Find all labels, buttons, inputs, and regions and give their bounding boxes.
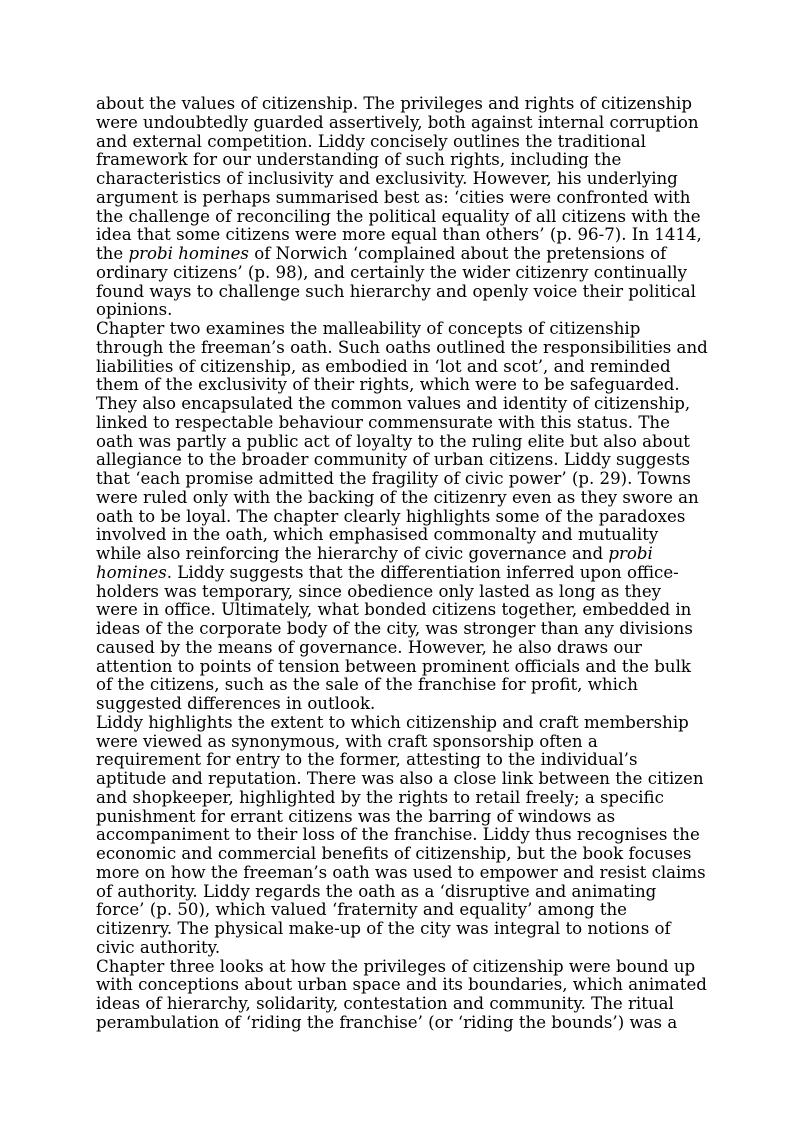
paragraph-text: of Norwich ‘complained about the pretensions of ordinary citizens’ (p. 98), and certainly the wider citizenry continually found ways to challenge such hierarchy and openly voice their political opinions. (96, 244, 696, 320)
paragraph-chapter-three (96, 958, 708, 1033)
italic-term: probi homines (128, 244, 249, 263)
paragraph-chapter-two (96, 320, 708, 714)
paragraph-text: Liddy highlights the extent to which citizenship and craft membership were viewed as synonymous, with craft sponsorship often a requirement for entry to the former, attesting to the individual’s aptitude and reputation. There was also a close link between the citizen and shopkeeper, highlighted by the rights to retail freely; a specific punishment for errant citizens was the barring of windows as accompaniment to their loss of the franchise. Liddy thus recognises the economic and commercial benefits of citizenship, but the book focuses more on how the freeman’s oath was used to empower and resist claims of authority. Liddy regards the oath as a ‘disruptive and animating force’ (p. 50), which valued ‘fraternity and equality’ among the citizenry. The physical make-up of the city was integral to notions of civic authority. (96, 712, 706, 957)
document-page (96, 95, 708, 1033)
paragraph-craft-membership (96, 714, 708, 958)
paragraph-text: Chapter two examines the malleability of concepts of citizenship through the freeman’s oath. Such oaths outlined the responsibilities and liabilities of citizenship, as embodied in ‘lot and scot’, and reminded them of the exclusivity of their rights, which were to be safeguarded. They also encapsulated the common values and identity of citizenship, linked to respectable behaviour commensurate with this status. The oath was partly a public act of loyalty to the ruling elite but also about allegiance to the broader community of urban citizens. Liddy suggests that ‘each promise admitted the fragility of civic power’ (p. 29). Towns were ruled only with the backing of the citizenry even as they swore an oath to be loyal. The chapter clearly highlights some of the paradoxes involved in the oath, which emphasised commonalty and mutuality while also reinforcing the hierarchy of civic governance and (96, 319, 708, 563)
paragraph-text: Chapter three looks at how the privileges of citizenship were bound up with conceptions about urban space and its boundaries, which animated ideas of hierarchy, solidarity, contestation and community. The ritual perambulation of ‘riding the franchise’ (or ‘riding the bounds’) was a (96, 956, 707, 1032)
paragraph-text: . Liddy suggests that the differentiation inferred upon office-holders was temporary, since obedience only lasted as long as they were in office. Ultimately, what bonded citizens together, embedded in ideas of the corporate body of the city, was stronger than any divisions caused by the means of governance. However, he also draws our attention to points of tension between prominent officials and the bulk of the citizens, such as the sale of the franchise for profit, which suggested differences in outlook. (96, 562, 693, 713)
paragraph-text: about the values of citizenship. The privileges and rights of citizenship were undoubtedly guarded assertively, both against internal corruption and external competition. Liddy concisely outlines the traditional framework for our understanding of such rights, including the characteristics of inclusivity and exclusivity. However, his underlying argument is perhaps summarised best as: ‘cities were confronted with the challenge of reconciling the political equality of all citizens with the idea that some citizens were more equal than others’ (p. 96-7). In 1414, the (96, 94, 702, 263)
italic-term: probi homines (96, 544, 653, 582)
paragraph-values-of-citizenship (96, 95, 708, 320)
